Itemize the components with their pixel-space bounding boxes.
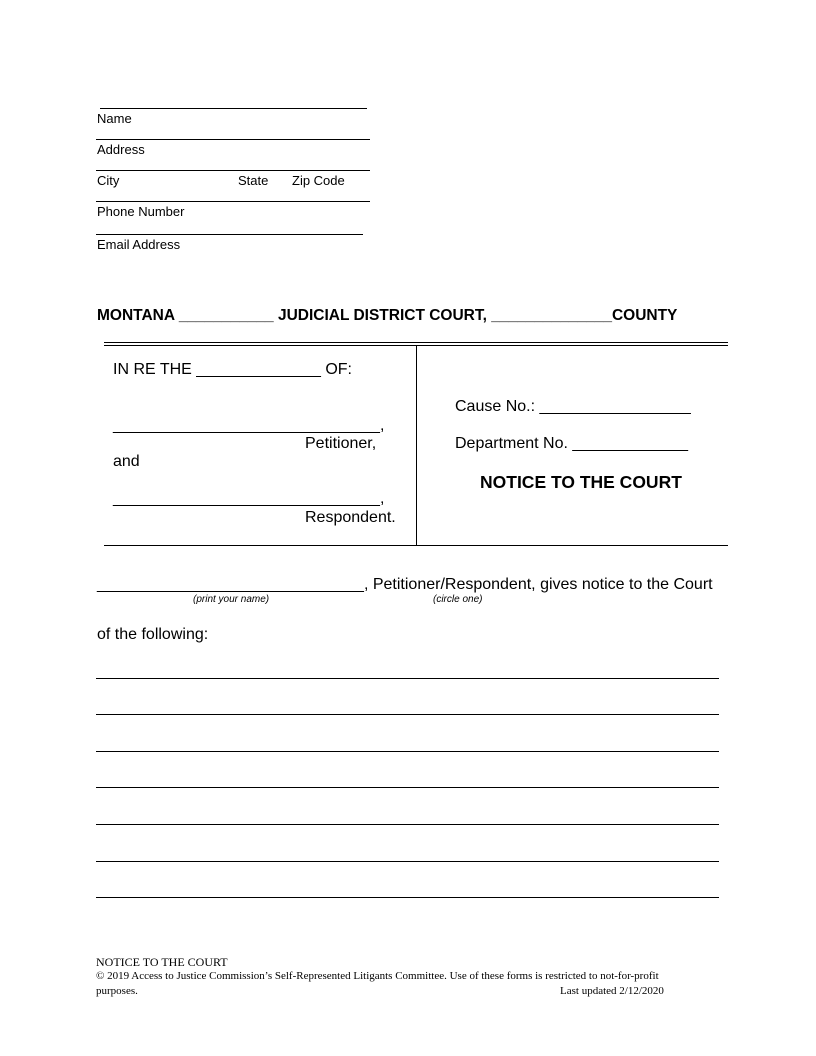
footer-form-name: NOTICE TO THE COURT [96,955,228,969]
writing-line[interactable] [96,897,719,898]
form-title: NOTICE TO THE COURT [480,472,682,492]
in-re-line [113,361,352,379]
statement-line [97,576,713,594]
footer-copyright-line1: © 2019 Access to Justice Commission’s Self-Represented Litigants Committee. Use of these forms is restricted to not-for-profit [96,970,659,982]
cause-no-blank[interactable]: _________________ [539,398,691,415]
and-label: and [113,453,140,470]
cause-no-line [455,398,691,416]
caption-divider [416,345,417,545]
of-label: OF: [325,361,352,378]
writing-line[interactable] [96,824,719,825]
county-label: COUNTY [611,307,678,324]
montana-label: MONTANA [97,307,175,324]
print-name-hint: (print your name) [193,594,270,605]
county-blank[interactable]: ______________ [491,307,612,324]
writing-line[interactable] [96,678,719,679]
state-label: State [238,173,269,188]
address-line[interactable] [96,139,370,140]
respondent-label: Respondent. [305,509,396,526]
header-rule-top [104,342,728,343]
writing-line[interactable] [96,861,719,862]
of-the-following-label: of the following: [97,626,209,643]
phone-label: Phone Number [97,204,185,219]
writing-line[interactable] [96,787,719,788]
zip-code-label: Zip Code [292,173,345,188]
footer-copyright-line2: purposes. [96,985,138,997]
address-label: Address [97,142,145,157]
circle-one-hint: (circle one) [433,594,483,605]
print-name-blank[interactable]: ______________________________ [97,576,364,593]
footer-last-updated: Last updated 2/12/2020 [560,985,664,997]
respondent-blank[interactable]: ______________________________, [113,490,385,507]
email-line[interactable] [96,234,363,235]
department-blank[interactable]: _____________ [572,435,689,452]
court-header [97,307,677,325]
email-label: Email Address [97,237,181,252]
district-blank[interactable]: ___________ [178,307,274,324]
petitioner-blank[interactable]: ______________________________, [113,417,385,434]
name-line[interactable] [100,108,367,109]
city-label: City [97,173,120,188]
judicial-district-label: JUDICIAL DISTRICT COURT, [277,307,487,324]
name-label: Name [97,111,132,126]
cause-no-label: Cause No.: [455,398,536,415]
petitioner-label: Petitioner, [305,435,377,452]
department-label: Department No. [455,435,568,452]
department-line [455,435,688,453]
caption-bottom-rule [104,545,728,546]
phone-line[interactable] [96,201,370,202]
in-re-blank[interactable]: ______________ [196,361,321,378]
writing-line[interactable] [96,751,719,752]
city-state-zip-line[interactable] [96,170,370,171]
in-re-the-label: IN RE THE [113,361,192,378]
statement-text: , Petitioner/Respondent, gives notice to the Court [363,576,713,593]
writing-line[interactable] [96,714,719,715]
